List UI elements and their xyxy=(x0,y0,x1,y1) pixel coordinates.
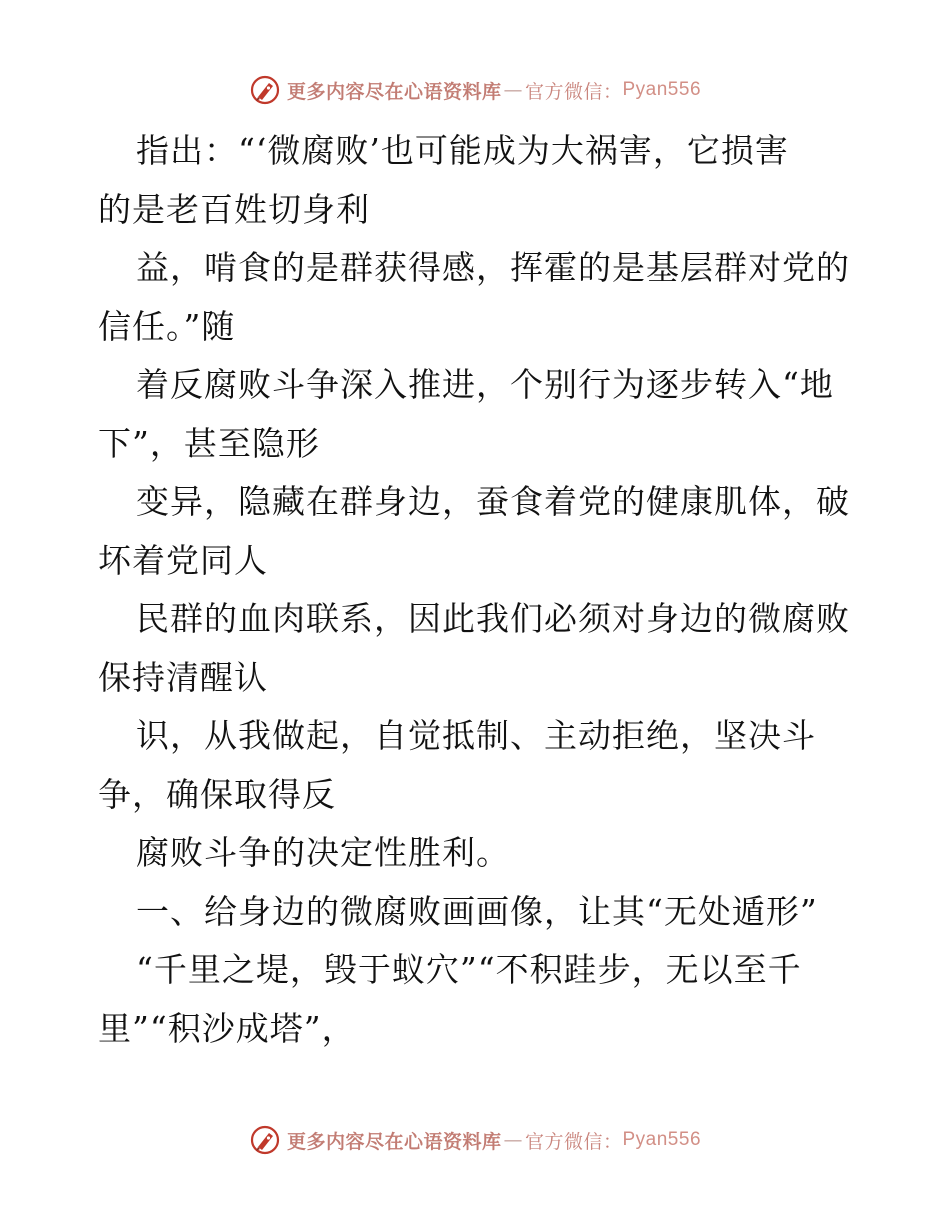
text-line: 下”，甚至隐形 xyxy=(98,423,320,463)
text-line: 指出：“‘微腐败’也可能成为大祸害，它损害 xyxy=(136,131,789,170)
watermark-wechat-id: Pyan556 xyxy=(622,79,702,100)
watermark-brand: 更多内容尽在心语资料库 xyxy=(286,1130,502,1153)
watermark-brand: 更多内容尽在心语资料库 xyxy=(286,80,502,103)
text-line: 益，啃食的是群获得感，挥霍的是基层群对党的 xyxy=(136,248,850,287)
text-line: 腐败斗争的决定性胜利。 xyxy=(136,833,510,872)
text-line: 里”“积沙成塔”， xyxy=(98,1008,356,1048)
text-line: 民群的血肉联系，因此我们必须对身边的微腐败 xyxy=(136,599,850,638)
section-heading: 一、给身边的微腐败画画像，让其“无处遁形” xyxy=(136,891,818,931)
watermark-wechat-label: 官方微信： xyxy=(524,80,623,103)
watermark-wechat-id: Pyan556 xyxy=(622,1129,702,1150)
text-line: 信任。”随 xyxy=(98,306,236,346)
text-line: “千里之堤，毁于蚁穴”“不积跬步，无以至千 xyxy=(136,950,802,989)
text-line: 变异，隐藏在群身边，蚕食着党的健康肌体，破 xyxy=(136,482,850,521)
watermark-separator: — xyxy=(503,1129,523,1151)
text-line: 着反腐败斗争深入推进，个别行为逐步转入“地 xyxy=(136,365,834,404)
header-watermark xyxy=(0,70,950,110)
watermark-wechat-label: 官方微信： xyxy=(524,1130,623,1153)
text-line: 识，从我做起，自觉抵制、主动拒绝，坚决斗 xyxy=(136,716,816,755)
document-body xyxy=(98,122,858,1058)
text-line: 争，确保取得反 xyxy=(98,774,336,814)
pen-nib-logo-icon xyxy=(249,1124,281,1156)
footer-watermark xyxy=(0,1120,950,1160)
text-line: 坏着党同人 xyxy=(98,540,268,580)
watermark-separator: — xyxy=(503,79,523,101)
text-line: 保持清醒认 xyxy=(98,657,268,697)
text-line: 的是老百姓切身利 xyxy=(98,189,370,229)
pen-nib-logo-icon xyxy=(249,74,281,106)
